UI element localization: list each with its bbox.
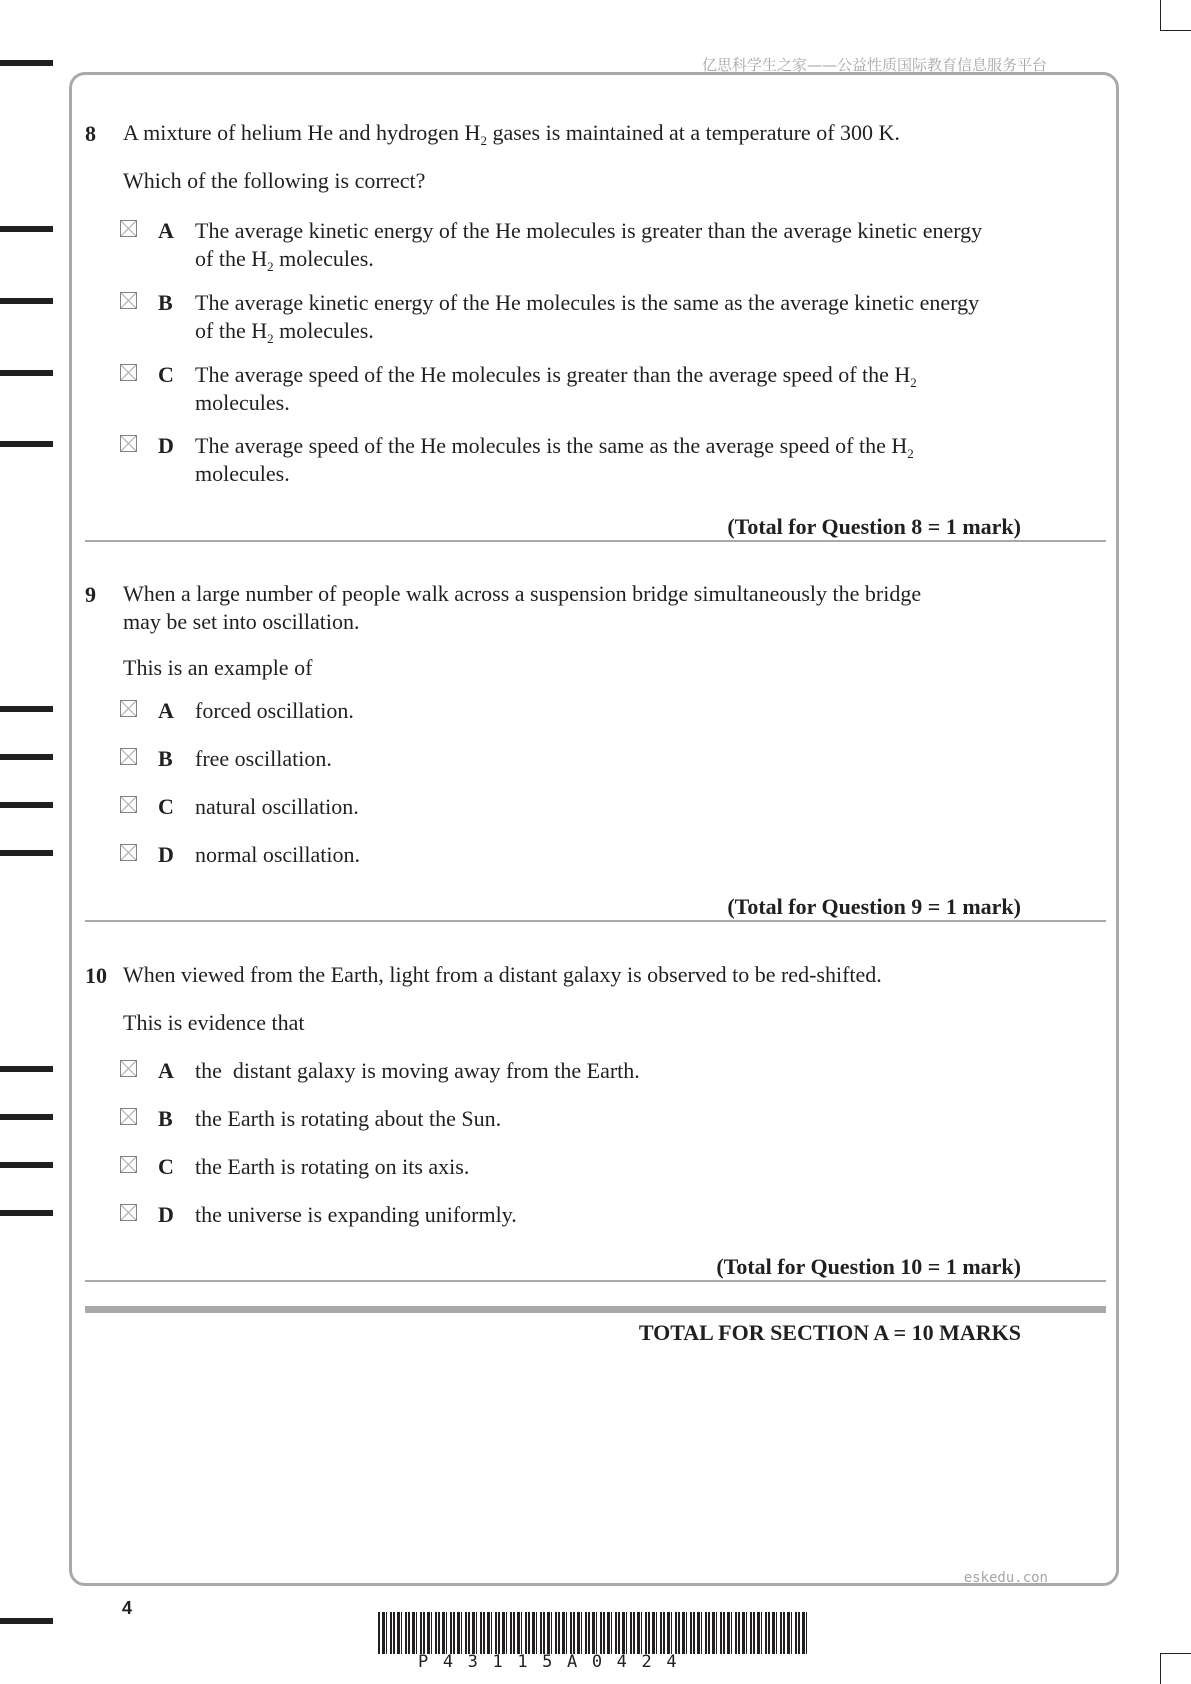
question-total: (Total for Question 9 = 1 mark): [727, 894, 1021, 919]
answer-checkbox[interactable]: [120, 844, 137, 861]
question-total: (Total for Question 8 = 1 mark): [727, 514, 1021, 539]
margin-tick: [0, 1210, 53, 1216]
question-number: 9: [85, 582, 96, 607]
answer-checkbox[interactable]: [120, 364, 137, 381]
option-text: The average speed of the He molecules is the same as the average speed of the $H_2$ molecules.: [195, 433, 914, 486]
option-letter: C: [158, 1154, 174, 1179]
question-prompt: Which of the following is correct?: [123, 168, 426, 193]
crop-mark-bottom-right: [1160, 1653, 1191, 1684]
option-text: the Earth is rotating on its axis.: [195, 1154, 470, 1179]
margin-tick: [0, 226, 53, 232]
margin-tick: [0, 370, 53, 376]
option-letter: A: [158, 1058, 174, 1083]
option-letter: D: [158, 842, 174, 867]
option-text: natural oscillation.: [195, 794, 359, 819]
option-text: normal oscillation.: [195, 842, 360, 867]
question-stem: A mixture of helium He and hydrogen $H_2$ gases is maintained at a temperature of 300 K.: [123, 120, 900, 148]
answer-checkbox[interactable]: [120, 1156, 137, 1173]
answer-checkbox[interactable]: [120, 1204, 137, 1221]
answer-checkbox[interactable]: [120, 435, 137, 452]
answer-checkbox[interactable]: [120, 796, 137, 813]
barcode: [378, 1612, 810, 1654]
margin-tick: [0, 754, 53, 760]
option-text: the distant galaxy is moving away from the Earth.: [195, 1058, 640, 1083]
answer-checkbox[interactable]: [120, 292, 137, 309]
question-prompt: This is evidence that: [123, 1010, 305, 1035]
margin-tick: [0, 1066, 53, 1072]
crop-mark-top-right: [1160, 0, 1191, 31]
question-divider: [85, 540, 1106, 542]
margin-tick: [0, 802, 53, 808]
margin-tick: [0, 1162, 53, 1168]
option-text: The average kinetic energy of the He molecules is greater than the average kinetic energy of the $H_2$ molecules.: [195, 218, 983, 274]
question-divider: [85, 1280, 1106, 1282]
answer-checkbox[interactable]: [120, 1060, 137, 1077]
option-text: free oscillation.: [195, 746, 332, 771]
option-text: The average speed of the He molecules is greater than the average speed of the $H_2$ molecules.: [195, 362, 917, 415]
section-divider: [85, 1306, 1106, 1313]
option-text: forced oscillation.: [195, 698, 354, 723]
question-number: 8: [85, 121, 96, 146]
margin-tick: [0, 441, 53, 447]
margin-tick: [0, 298, 53, 304]
option-letter: D: [158, 433, 174, 458]
option-letter: B: [158, 290, 173, 315]
option-letter: C: [158, 794, 174, 819]
header-watermark: 亿思科学生之家——公益性质国际教育信息服务平台: [701, 56, 1047, 74]
answer-checkbox[interactable]: [120, 1108, 137, 1125]
option-text: the Earth is rotating about the Sun.: [195, 1106, 502, 1131]
footer-watermark: eskedu.con: [963, 1570, 1048, 1586]
option-letter: C: [158, 362, 174, 387]
question-total: (Total for Question 10 = 1 mark): [716, 1254, 1021, 1279]
option-text: The average kinetic energy of the He molecules is the same as the average kinetic energy of the $H_2$ molecules.: [195, 290, 980, 346]
question-number: 10: [85, 963, 107, 988]
answer-checkbox[interactable]: [120, 700, 137, 717]
section-total: TOTAL FOR SECTION A = 10 MARKS: [638, 1320, 1021, 1345]
option-letter: D: [158, 1202, 174, 1227]
margin-tick: [0, 1114, 53, 1120]
question-stem: When viewed from the Earth, light from a distant galaxy is observed to be red-shifted.: [123, 962, 882, 987]
page-number: 4: [122, 1598, 133, 1618]
option-text: the universe is expanding uniformly.: [195, 1202, 517, 1227]
answer-checkbox[interactable]: [120, 748, 137, 765]
margin-tick: [0, 706, 53, 712]
option-letter: B: [158, 1106, 173, 1131]
margin-tick: [0, 1618, 53, 1624]
question-prompt: This is an example of: [123, 655, 313, 680]
option-letter: A: [158, 698, 174, 723]
barcode-text: P43115A0424: [418, 1652, 692, 1672]
margin-tick: [0, 60, 53, 66]
option-letter: B: [158, 746, 173, 771]
answer-checkbox[interactable]: [120, 220, 137, 237]
question-stem: When a large number of people walk across a suspension bridge simultaneously the bridge may be set into oscillation.: [123, 581, 922, 634]
option-letter: A: [158, 218, 174, 243]
question-divider: [85, 920, 1106, 922]
margin-tick: [0, 850, 53, 856]
